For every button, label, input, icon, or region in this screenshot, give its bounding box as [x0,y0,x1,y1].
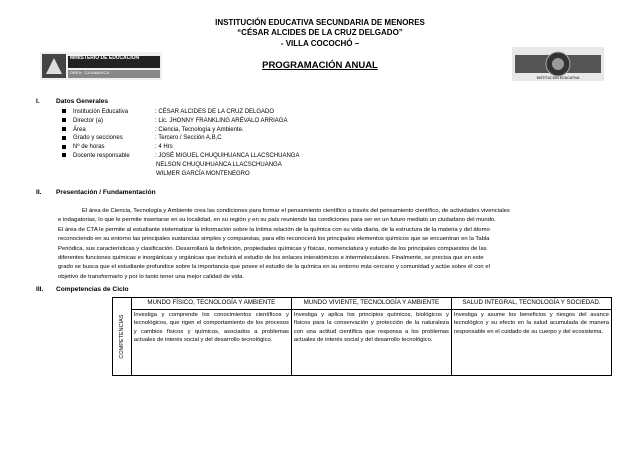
school-logo-text: INSTITUCIÓN EDUCATIVA [536,76,580,80]
list-item: Director (a) : Lic. JHONNY FRANKLING ARÉVALO ARRIAGA [62,117,299,126]
section-1-number: I. [36,98,40,105]
bullet-icon [62,109,66,113]
page-title: PROGRAMACIÓN ANUAL [262,60,378,71]
bullet-icon [62,136,66,140]
school-name-line: INSTITUCIÓN EDUCATIVA SECUNDARIA DE MENORES [215,18,425,27]
competencias-row-label: COMPETENCIAS [113,298,132,376]
general-data-list [62,108,299,178]
ministry-logo-text: MINISTERIO DE EDUCACIÓN [70,55,140,61]
column-header: MUNDO VIVIENTE, TECNOLOGÍA Y AMBIENTE [291,298,451,310]
list-item: Docente responsable : JOSÉ MIGUEL CHUQUIHUANCA LLACSCHUANGA [62,152,299,161]
section-2-number: II. [36,189,42,196]
paragraph-line: grado se busca que el estudiante profundice sobre la importancia que posee el estudio de la química en su entorno más cercano y comunidad y actúe sobre él con el [58,264,490,271]
table-cell: Investiga y comprende los conocimientos científicos y tecnológicos, que rigen el comportamiento de los procesos y cambios físicos y químicos, asociados a problemas actuales de interés social y del desarrollo tecnológico. [131,309,291,375]
list-item: Nº de horas : 4 Hrs [62,143,299,152]
table-cell: Investiga y aplica los principios químicos, biológicos y físicos para la conservación y protección de la naturaleza con una actitud científica que responsa a los problemas actuales de interés social y del desarrollo tecnológico. [291,309,451,375]
paragraph-line: Periódica, sus características y clasificación. Desarrollará la definición, propiedades químicas y físicas, nomenclatura y estudio de los principales compuestos de las [58,245,487,252]
section-1-title: Datos Generales [56,98,109,105]
paragraph-line: El área de CTA le permite al estudiante sistematizar la información sobre la íntima relación de la química con su vida diaria, de la estructura de la materia y del átomo [58,226,490,233]
section-2-title: Presentación / Fundamentación [56,189,156,196]
competencies-table [112,297,612,376]
bullet-icon [62,127,66,131]
paragraph-line: diferentes funciones químicas e inorgánicas y orgánicas que incluirá el estudio de los enlaces interatómicos e intermoleculares. Finalmente, se precisa que en este [58,255,484,262]
teacher-extra: WILMER GARCÍA MONTENEGRO [156,170,250,177]
column-header: MUNDO FÍSICO, TECNOLOGÍA Y AMBIENTE [131,298,291,310]
list-item: Área : Ciencia, Tecnología y Ambiente. [62,126,299,135]
section-3-number: III. [36,286,44,293]
teacher-extra: NELSON CHUQUIHUANCA LLACSCHUANGA [156,161,282,168]
paragraph-line: El área de Ciencia, Tecnología y Ambiente crea las condiciones para formar el pensamiento científico a través del pensamiento científico, de actividades vivenciales [82,208,510,214]
table-cell: Investiga y asume los beneficios y riesgos del avance tecnológico y su efecto en la salud acumulada de manera responsable en el cuidado de su cuerpo y del ecosistema. [451,309,611,375]
paragraph-line: reconociendo en su entorno las principales sustancias simples y compuestas, para ello reconocerá los principales elementos químicos que se encuentran en la Tabla [58,236,490,243]
bullet-icon [62,153,66,157]
list-item: Institución Educativa : CÉSAR ALCIDES DE LA CRUZ DELGADO [62,108,299,117]
school-name-quoted: “CÉSAR ALCIDES DE LA CRUZ DELGADO” [237,28,403,37]
paragraph-line: objetivo de transformarlo y por lo tanto tener una mejor calidad de vida. [58,273,244,280]
bullet-icon [62,145,66,149]
column-header: SALUD INTEGRAL, TECNOLOGÍA Y SOCIEDAD. [451,298,611,310]
section-3-title: Competencias de Ciclo [56,286,129,293]
list-item: Grado y secciones : Tercero / Sección A,B,C [62,134,299,143]
fundamentation-paragraph [58,207,614,282]
school-location: - VILLA COCOCHÓ – [280,39,360,48]
paragraph-line: e indagatorias, lo que le permite insertarse en su localidad, en su región y en su país reuniendo las condiciones para ser en un futuro mediato un ciudadano del mundo. [58,217,496,224]
ministry-logo-subtext: DREA · CAJAMARCA [70,70,110,75]
bullet-icon [62,118,66,122]
